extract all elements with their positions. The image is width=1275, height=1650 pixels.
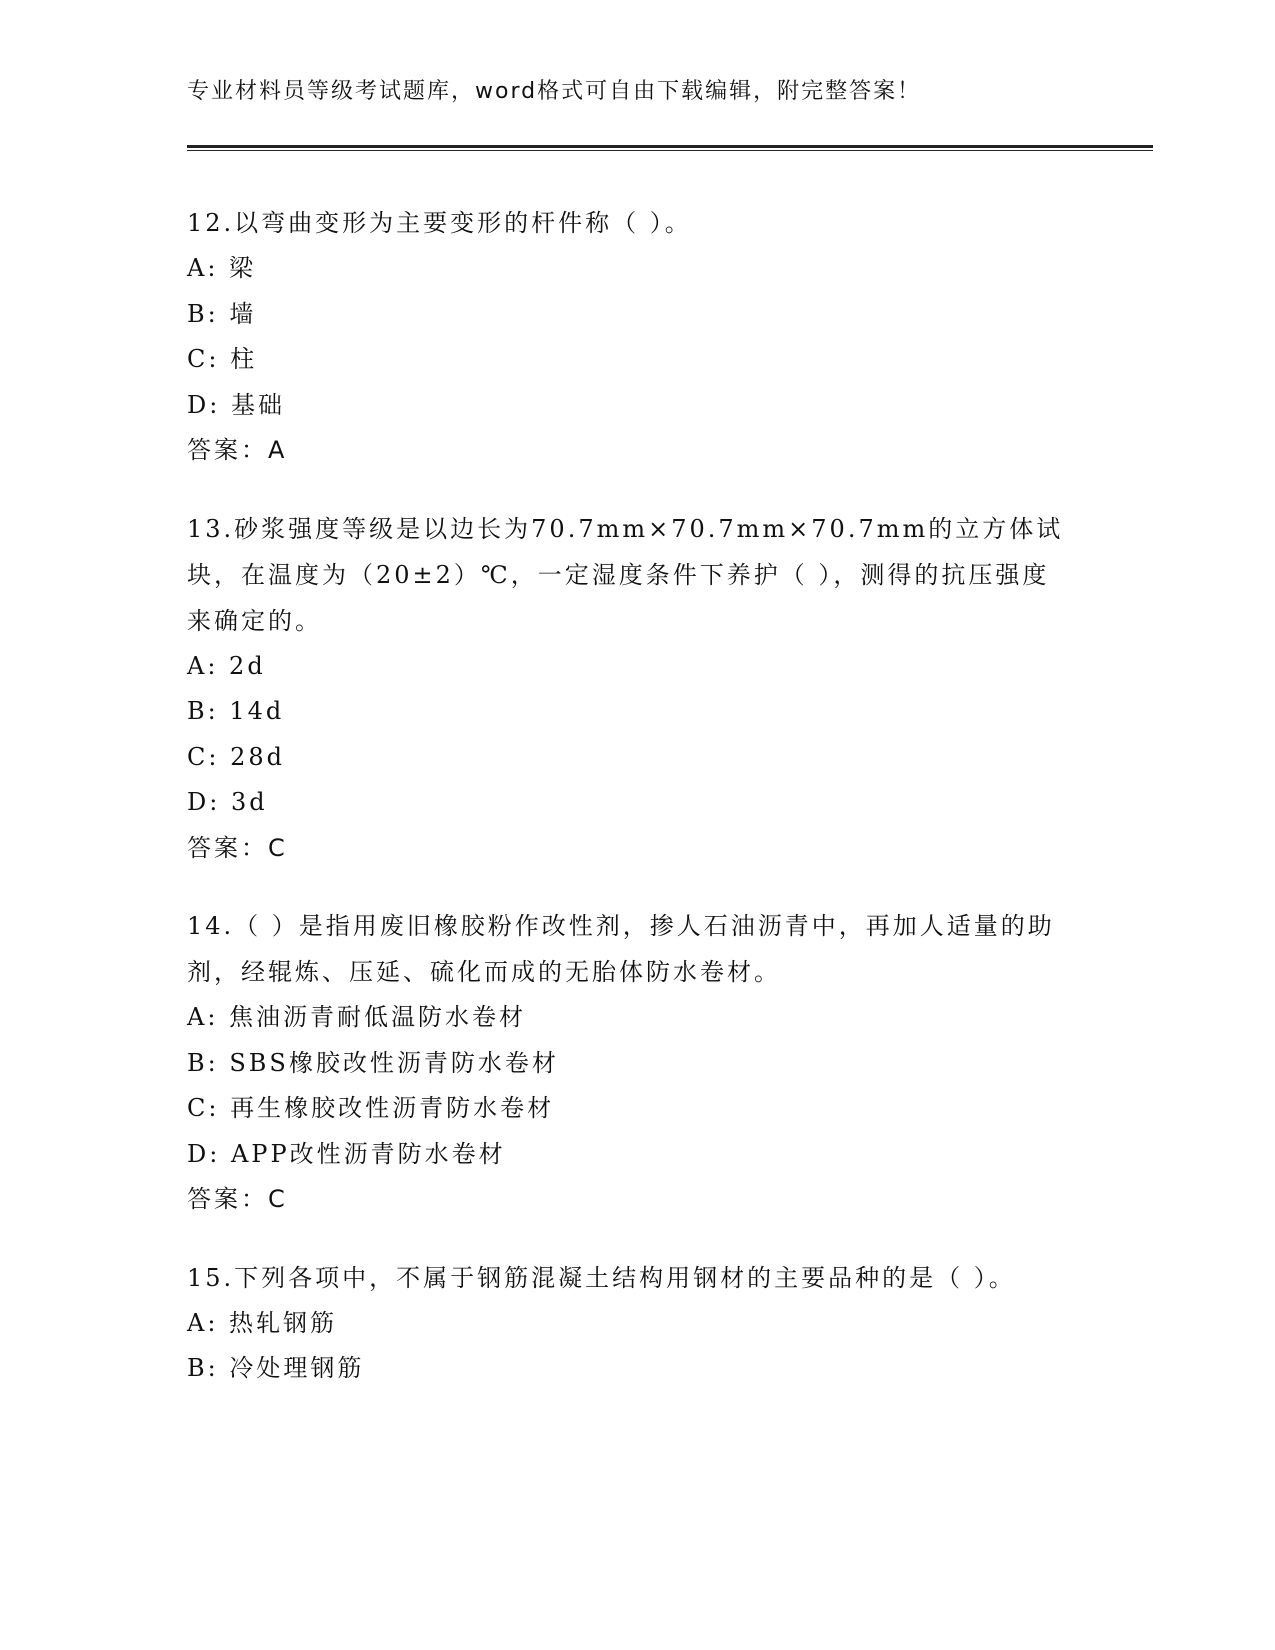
question-15 [187, 1255, 1067, 1392]
option-a: A: 焦油沥青耐低温防水卷材 [187, 1003, 527, 1031]
question-list [187, 200, 1067, 1424]
header-rule-thick [187, 145, 1153, 148]
option-b: B: 冷处理钢筋 [187, 1354, 365, 1382]
header-rule-thin [187, 150, 1153, 151]
question-stem: 15.下列各项中，不属于钢筋混凝土结构用钢材的主要品种的是（ ）。 [187, 1263, 1016, 1292]
page-header: 专业材料员等级考试题库，word格式可自由下载编辑，附完整答案！ [187, 79, 922, 104]
question-12 [187, 200, 1067, 474]
option-b: B: SBS橡胶改性沥青防水卷材 [187, 1048, 559, 1077]
option-a: A: 2d [187, 651, 266, 680]
question-stem: 14.（ ）是指用废旧橡胶粉作改性剂，掺人石油沥青中，再加人适量的助剂，经辊炼、压延、硫化而成的无胎体防水卷材。 [187, 912, 1055, 986]
option-b: B: 墙 [187, 299, 257, 328]
option-d: D: APP改性沥青防水卷材 [187, 1139, 506, 1168]
answer: 答案：C [187, 833, 288, 862]
question-stem: 12.以弯曲变形为主要变形的杆件称（ ）。 [187, 209, 692, 237]
question-13 [187, 506, 1067, 872]
question-14 [187, 903, 1067, 1223]
option-a: A: 热轧钢筋 [187, 1308, 338, 1337]
option-a: A: 梁 [187, 254, 257, 282]
answer: 答案：C [187, 1185, 288, 1213]
option-d: D: 3d [187, 788, 268, 816]
option-c: C: 再生橡胶改性沥青防水卷材 [187, 1094, 555, 1122]
question-stem: 13.砂浆强度等级是以边长为70.7mm×70.7mm×70.7mm的立方体试块，在温度为（20±2）℃，一定湿度条件下养护（ ），测得的抗压强度来确定的。 [187, 514, 1064, 635]
option-d: D: 基础 [187, 390, 285, 419]
option-c: C: 柱 [187, 345, 258, 373]
option-c: C: 28d [187, 742, 285, 771]
answer: 答案：A [187, 436, 288, 464]
option-b: B: 14d [187, 697, 285, 725]
